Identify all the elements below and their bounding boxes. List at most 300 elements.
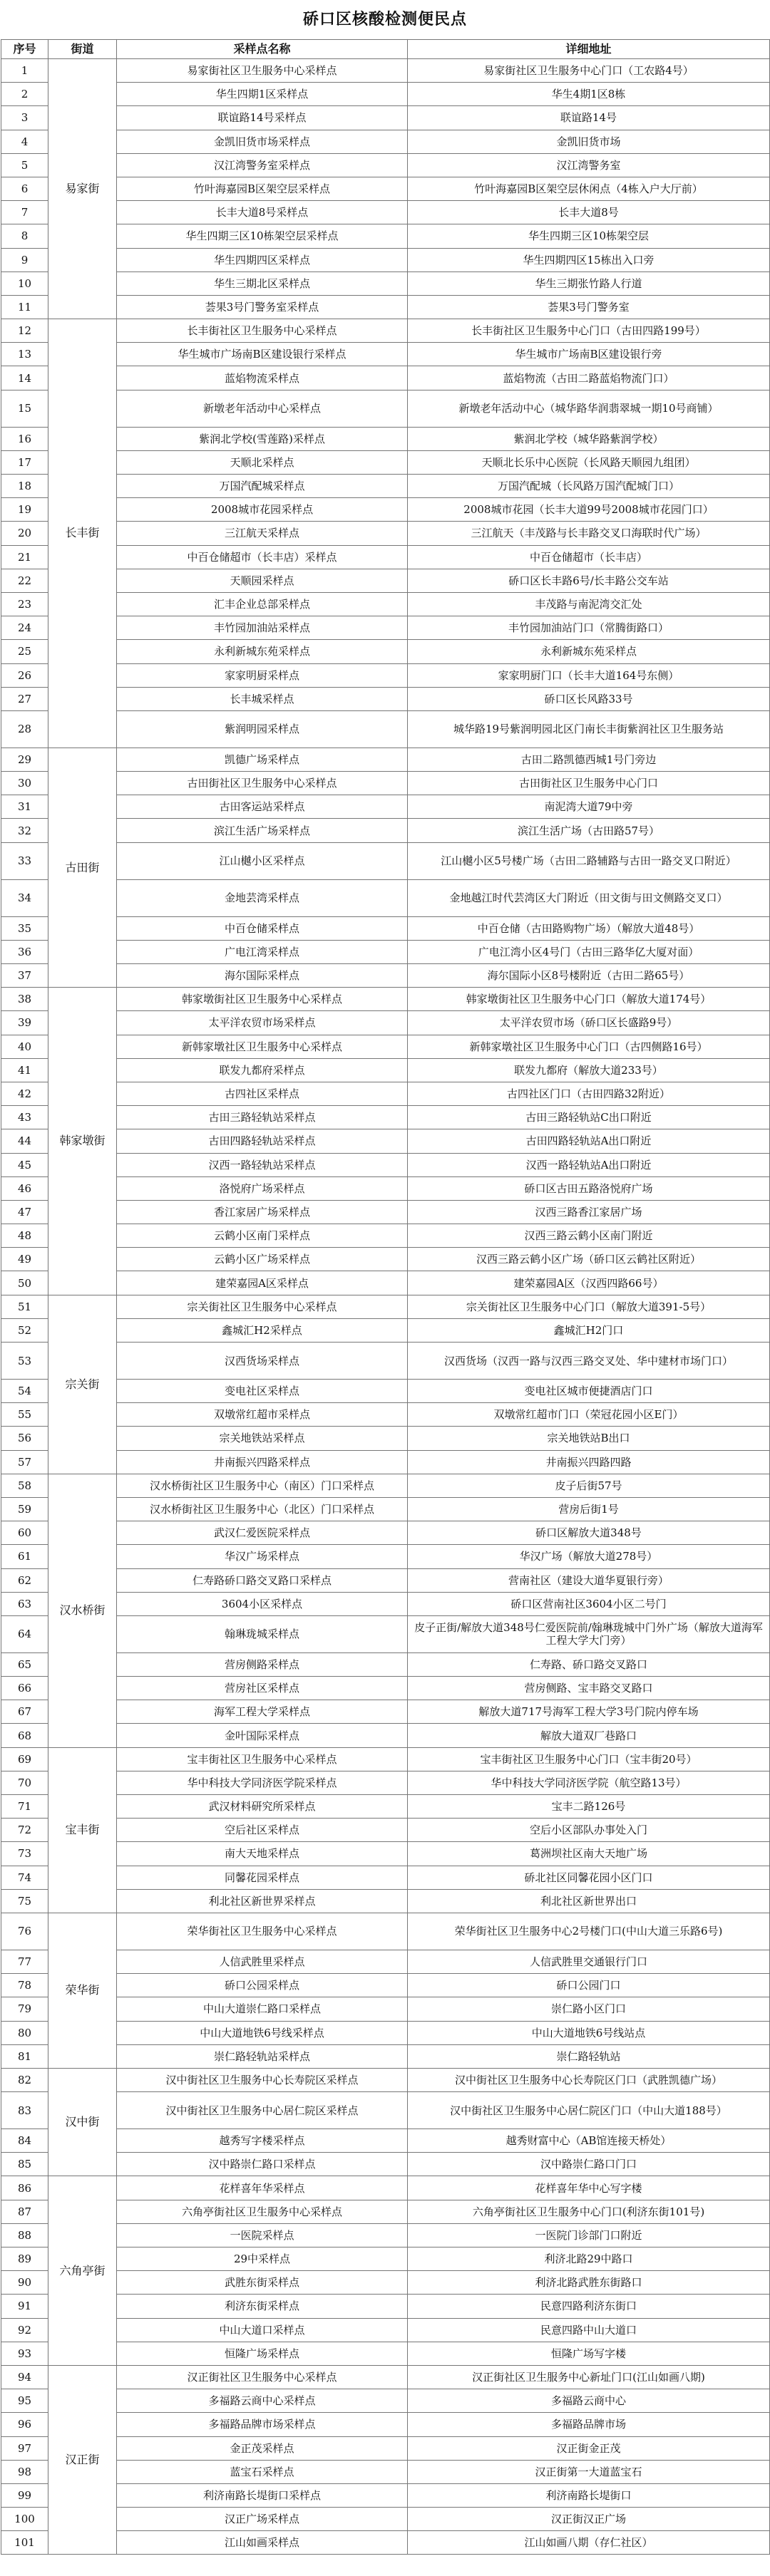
site-name: 丰竹园加油站采样点 — [117, 616, 408, 640]
site-address: 硚口区长风路33号 — [408, 687, 770, 710]
table-row — [1, 130, 770, 153]
row-index: 23 — [1, 592, 48, 616]
row-index: 60 — [1, 1521, 48, 1545]
row-index: 82 — [1, 2068, 48, 2091]
row-index: 25 — [1, 640, 48, 663]
site-name: 武汉材料研究所采样点 — [117, 1795, 408, 1819]
site-address: 联发九都府（解放大道233号） — [408, 1058, 770, 1082]
site-name: 汉正广场采样点 — [117, 2508, 408, 2531]
site-address: 古四社区门口（古田四路32附近） — [408, 1082, 770, 1105]
site-name: 崇仁路轻轨站采样点 — [117, 2044, 408, 2068]
site-name: 云鹤小区广场采样点 — [117, 1248, 408, 1271]
table-row — [1, 1380, 770, 1403]
site-address: 古田街社区卫生服务中心门口 — [408, 772, 770, 795]
table-row — [1, 83, 770, 106]
row-index: 57 — [1, 1450, 48, 1474]
site-address: 井南振兴四路四路 — [408, 1450, 770, 1474]
site-name: 人信武胜里采样点 — [117, 1950, 408, 1973]
site-name: 汉中街社区卫生服务中心居仁院区采样点 — [117, 2092, 408, 2129]
row-index: 88 — [1, 2223, 48, 2247]
table-row — [1, 1866, 770, 1889]
site-name: 金正茂采样点 — [117, 2436, 408, 2460]
table-row — [1, 450, 770, 474]
table-row — [1, 1819, 770, 1842]
row-index: 16 — [1, 427, 48, 450]
site-address: 民意四路利济东街口 — [408, 2295, 770, 2318]
table-row — [1, 427, 770, 450]
row-index: 38 — [1, 988, 48, 1011]
street-name: 荣华街 — [48, 1913, 117, 2068]
site-address: 汉西三路云鹤小区广场（硚口区云鹤社区附近） — [408, 1248, 770, 1271]
site-address: 华生三期张竹路人行道 — [408, 271, 770, 295]
site-name: 广电江湾采样点 — [117, 940, 408, 963]
table-row — [1, 295, 770, 319]
site-address: 紫润北学校（城华路紫润学校） — [408, 427, 770, 450]
table-row — [1, 522, 770, 545]
row-index: 53 — [1, 1343, 48, 1380]
site-name: 营房侧路采样点 — [117, 1652, 408, 1676]
row-index: 70 — [1, 1771, 48, 1794]
site-name: 汉中路崇仁路口采样点 — [117, 2153, 408, 2176]
site-address: 利济北路29中路口 — [408, 2247, 770, 2271]
street-name: 汉正街 — [48, 2365, 117, 2555]
site-address: 解放大道717号海军工程大学3号门院内停车场 — [408, 1700, 770, 1724]
site-address: 硚口区解放大道348号 — [408, 1521, 770, 1545]
table-row — [1, 2295, 770, 2318]
site-name: 井南振兴四路采样点 — [117, 1450, 408, 1474]
site-address: 海尔国际小区8号楼附近（古田二路65号） — [408, 964, 770, 988]
site-name: 古田客运站采样点 — [117, 795, 408, 819]
site-name: 海尔国际采样点 — [117, 964, 408, 988]
site-address: 金凯旧货市场 — [408, 130, 770, 153]
site-address: 汉西货场（汉西一路与汉西三路交叉处、华中建材市场门口） — [408, 1343, 770, 1380]
site-name: 新墩老年活动中心采样点 — [117, 390, 408, 427]
site-address: 崇仁路小区门口 — [408, 1997, 770, 2021]
table-row — [1, 271, 770, 295]
site-name: 蓝焰物流采样点 — [117, 366, 408, 390]
site-name: 华生四期三区10栋架空层采样点 — [117, 224, 408, 248]
row-index: 19 — [1, 498, 48, 522]
street-name: 汉中街 — [48, 2068, 117, 2176]
table-row — [1, 1950, 770, 1973]
street-name: 易家街 — [48, 59, 117, 319]
site-name: 荣华街社区卫生服务中心采样点 — [117, 1913, 408, 1950]
site-address: 蓝焰物流（古田二路蓝焰物流门口） — [408, 366, 770, 390]
site-name: 华生四期四区采样点 — [117, 248, 408, 271]
site-address: 城华路19号紫润明园北区门南长丰街紫润社区卫生服务站 — [408, 710, 770, 748]
site-address: 万国汽配城（长风路万国汽配城门口） — [408, 475, 770, 498]
table-row — [1, 1997, 770, 2021]
site-address: 2008城市花园（长丰大道99号2008城市花园门口） — [408, 498, 770, 522]
row-index: 41 — [1, 1058, 48, 1082]
site-address: 韩家墩街社区卫生服务中心门口（解放大道174号） — [408, 988, 770, 1011]
row-index: 45 — [1, 1153, 48, 1176]
header-row — [1, 40, 770, 59]
site-name: 汉水桥街社区卫生服务中心（南区）门口采样点 — [117, 1474, 408, 1497]
row-index: 95 — [1, 2389, 48, 2413]
row-index: 39 — [1, 1011, 48, 1035]
table-row — [1, 1153, 770, 1176]
street-name: 宗关街 — [48, 1295, 117, 1474]
row-index: 7 — [1, 201, 48, 224]
table-row — [1, 153, 770, 177]
row-index: 56 — [1, 1427, 48, 1450]
street-name: 汉水桥街 — [48, 1474, 117, 1747]
street-name: 宝丰街 — [48, 1747, 117, 1913]
row-index: 24 — [1, 616, 48, 640]
table-row — [1, 663, 770, 687]
site-address: 汉正街第一大道蓝宝石 — [408, 2460, 770, 2483]
row-index: 20 — [1, 522, 48, 545]
row-index: 44 — [1, 1129, 48, 1153]
table-row — [1, 687, 770, 710]
table-row — [1, 819, 770, 842]
row-index: 12 — [1, 319, 48, 343]
site-name: 汇丰企业总部采样点 — [117, 592, 408, 616]
row-index: 55 — [1, 1403, 48, 1427]
row-index: 90 — [1, 2271, 48, 2295]
site-name: 南大天地采样点 — [117, 1842, 408, 1866]
site-name: 花样喜年华采样点 — [117, 2176, 408, 2200]
row-index: 65 — [1, 1652, 48, 1676]
row-index: 15 — [1, 390, 48, 427]
site-name: 中山大道地铁6号线采样点 — [117, 2021, 408, 2044]
site-address: 崇仁路轻轨站 — [408, 2044, 770, 2068]
table-row — [1, 2153, 770, 2176]
table-row — [1, 1747, 770, 1771]
site-address: 硚北社区同馨花园小区门口 — [408, 1866, 770, 1889]
site-address: 荟果3号门警务室 — [408, 295, 770, 319]
site-name: 华生城市广场南B区建设银行采样点 — [117, 343, 408, 366]
row-index: 22 — [1, 569, 48, 592]
table-row — [1, 879, 770, 916]
site-name: 荟果3号门警务室采样点 — [117, 295, 408, 319]
row-index: 81 — [1, 2044, 48, 2068]
site-name: 汉西货场采样点 — [117, 1343, 408, 1380]
row-index: 6 — [1, 177, 48, 200]
table-row — [1, 1271, 770, 1295]
table-row — [1, 2200, 770, 2223]
row-index: 4 — [1, 130, 48, 153]
site-address: 竹叶海嘉园B区架空层休闲点（4栋入户大厅前） — [408, 177, 770, 200]
site-name: 华中科技大学同济医学院采样点 — [117, 1771, 408, 1794]
site-address: 人信武胜里交通银行门口 — [408, 1950, 770, 1973]
site-address: 建荣嘉园A区（汉西四路66号） — [408, 1271, 770, 1295]
table-row — [1, 569, 770, 592]
street-name: 韩家墩街 — [48, 988, 117, 1295]
site-name: 金凯旧货市场采样点 — [117, 130, 408, 153]
table-row — [1, 224, 770, 248]
site-name: 长丰大道8号采样点 — [117, 201, 408, 224]
row-index: 50 — [1, 1271, 48, 1295]
site-address: 中山大道地铁6号线站点 — [408, 2021, 770, 2044]
table-row — [1, 1035, 770, 1058]
row-index: 9 — [1, 248, 48, 271]
site-address: 金地越江时代芸湾区大门附近（田文街与田文侧路交叉口） — [408, 879, 770, 916]
site-address: 家家明厨门口（长丰大道164号东侧） — [408, 663, 770, 687]
site-address: 硚口区营南社区3604小区二号门 — [408, 1592, 770, 1615]
site-address: 硚口公园门口 — [408, 1974, 770, 1997]
site-address: 滨江生活广场（古田路57号） — [408, 819, 770, 842]
site-name: 长丰城采样点 — [117, 687, 408, 710]
site-address: 宗关地铁站B出口 — [408, 1427, 770, 1450]
site-address: 皮子后街57号 — [408, 1474, 770, 1497]
row-index: 36 — [1, 940, 48, 963]
row-index: 51 — [1, 1295, 48, 1318]
site-name: 变电社区采样点 — [117, 1380, 408, 1403]
row-index: 71 — [1, 1795, 48, 1819]
site-address: 汉西三路云鹤小区南门附近 — [408, 1224, 770, 1248]
site-name: 宗关街社区卫生服务中心采样点 — [117, 1295, 408, 1318]
site-address: 宝丰二路126号 — [408, 1795, 770, 1819]
sampling-points-table — [1, 39, 770, 2555]
site-address: 恒隆广场写字楼 — [408, 2342, 770, 2365]
site-name: 武胜东街采样点 — [117, 2271, 408, 2295]
site-address: 华生四期三区10栋架空层 — [408, 224, 770, 248]
site-address: 古田二路凯德西城1号门旁边 — [408, 748, 770, 771]
row-index: 1 — [1, 59, 48, 83]
row-index: 28 — [1, 710, 48, 748]
site-address: 联谊路14号 — [408, 106, 770, 130]
table-row — [1, 343, 770, 366]
site-name: 蓝宝石采样点 — [117, 2460, 408, 2483]
table-row — [1, 2483, 770, 2507]
site-name: 2008城市花园采样点 — [117, 498, 408, 522]
row-index: 75 — [1, 1889, 48, 1913]
site-address: 天顺北长乐中心医院（长风路天顺园九组团） — [408, 450, 770, 474]
table-row — [1, 2271, 770, 2295]
row-index: 67 — [1, 1700, 48, 1724]
site-name: 空后社区采样点 — [117, 1819, 408, 1842]
table-row — [1, 1974, 770, 1997]
table-row — [1, 1058, 770, 1082]
site-address: 一医院门诊部门口附近 — [408, 2223, 770, 2247]
site-address: 汉西一路轻轨站A出口附近 — [408, 1153, 770, 1176]
row-index: 3 — [1, 106, 48, 130]
site-address: 双墩常红超市门口（荣冠花园小区E门） — [408, 1403, 770, 1427]
table-row — [1, 916, 770, 940]
site-address: 宝丰街社区卫生服务中心门口（宝丰街20号） — [408, 1747, 770, 1771]
row-index: 33 — [1, 842, 48, 879]
row-index: 10 — [1, 271, 48, 295]
row-index: 46 — [1, 1176, 48, 1200]
table-row — [1, 2508, 770, 2531]
row-index: 5 — [1, 153, 48, 177]
site-address: 六角亭街社区卫生服务中心门口(利济东街101号) — [408, 2200, 770, 2223]
site-address: 江山樾小区5号楼广场（古田二路辅路与古田一路交叉口附近） — [408, 842, 770, 879]
site-address: 丰茂路与南泥湾交汇处 — [408, 592, 770, 616]
site-name: 六角亭街社区卫生服务中心采样点 — [117, 2200, 408, 2223]
site-address: 汉江湾警务室 — [408, 153, 770, 177]
site-name: 华汉广场采样点 — [117, 1545, 408, 1568]
table-row — [1, 616, 770, 640]
site-address: 葛洲坝社区南大天地广场 — [408, 1842, 770, 1866]
site-address: 汉正街金正茂 — [408, 2436, 770, 2460]
row-index: 78 — [1, 1974, 48, 1997]
site-address: 汉正街汉正广场 — [408, 2508, 770, 2531]
site-address: 长丰街社区卫生服务中心门口（古田四路199号） — [408, 319, 770, 343]
header-address: 详细地址 — [408, 40, 770, 59]
site-name: 营房社区采样点 — [117, 1677, 408, 1700]
site-name: 仁寿路硚口路交叉路口采样点 — [117, 1568, 408, 1592]
row-index: 96 — [1, 2413, 48, 2436]
site-name: 紫润明园采样点 — [117, 710, 408, 748]
row-index: 26 — [1, 663, 48, 687]
table-row — [1, 710, 770, 748]
site-name: 宗关地铁站采样点 — [117, 1427, 408, 1450]
table-row — [1, 1497, 770, 1521]
row-index: 11 — [1, 295, 48, 319]
site-name: 凯德广场采样点 — [117, 748, 408, 771]
table-row — [1, 1318, 770, 1342]
site-address: 华汉广场（解放大道278号） — [408, 1545, 770, 1568]
site-name: 中百仓储超市（长丰店）采样点 — [117, 545, 408, 569]
table-row — [1, 2389, 770, 2413]
row-index: 72 — [1, 1819, 48, 1842]
table-row — [1, 177, 770, 200]
site-name: 古田四路轻轨站采样点 — [117, 1129, 408, 1153]
page-title: 硚口区核酸检测便民点 — [302, 10, 467, 29]
site-address: 鑫城汇H2门口 — [408, 1318, 770, 1342]
row-index: 30 — [1, 772, 48, 795]
site-name: 中百仓储采样点 — [117, 916, 408, 940]
row-index: 84 — [1, 2129, 48, 2153]
table-row — [1, 2436, 770, 2460]
site-name: 香江家居广场采样点 — [117, 1200, 408, 1224]
site-address: 多福路云商中心 — [408, 2389, 770, 2413]
site-name: 联谊路14号采样点 — [117, 106, 408, 130]
site-name: 江山樾小区采样点 — [117, 842, 408, 879]
street-name: 古田街 — [48, 748, 117, 987]
site-address: 新墩老年活动中心（城华路华润翡翠城一期10号商铺） — [408, 390, 770, 427]
table-row — [1, 1889, 770, 1913]
site-address: 宗关街社区卫生服务中心门口（解放大道391-5号） — [408, 1295, 770, 1318]
table-row — [1, 2092, 770, 2129]
row-index: 42 — [1, 1082, 48, 1105]
site-address: 荣华街社区卫生服务中心2号楼门口(中山大道三乐路6号) — [408, 1913, 770, 1950]
table-row — [1, 319, 770, 343]
site-name: 家家明厨采样点 — [117, 663, 408, 687]
site-address: 多福路品牌市场 — [408, 2413, 770, 2436]
site-address: 永利新城东苑采样点 — [408, 640, 770, 663]
site-name: 汉中街社区卫生服务中心长寿院区采样点 — [117, 2068, 408, 2091]
table-row — [1, 2247, 770, 2271]
row-index: 35 — [1, 916, 48, 940]
row-index: 100 — [1, 2508, 48, 2531]
row-index: 64 — [1, 1615, 48, 1652]
row-index: 86 — [1, 2176, 48, 2200]
site-name: 易家街社区卫生服务中心采样点 — [117, 59, 408, 83]
site-name: 双墩常红超市采样点 — [117, 1403, 408, 1427]
row-index: 17 — [1, 450, 48, 474]
table-row — [1, 2068, 770, 2091]
site-address: 民意四路中山大道口 — [408, 2318, 770, 2342]
site-name: 3604小区采样点 — [117, 1592, 408, 1615]
site-address: 汉正街社区卫生服务中心新址门口(江山如画八期) — [408, 2365, 770, 2389]
row-index: 21 — [1, 545, 48, 569]
site-name: 滨江生活广场采样点 — [117, 819, 408, 842]
row-index: 32 — [1, 819, 48, 842]
row-index: 49 — [1, 1248, 48, 1271]
table-row — [1, 1521, 770, 1545]
table-row — [1, 201, 770, 224]
site-address: 华生四期四区15栋出入口旁 — [408, 248, 770, 271]
table-row — [1, 390, 770, 427]
table-row — [1, 1200, 770, 1224]
row-index: 58 — [1, 1474, 48, 1497]
site-name: 利济南路长堤街口采样点 — [117, 2483, 408, 2507]
row-index: 2 — [1, 83, 48, 106]
site-name: 海军工程大学采样点 — [117, 1700, 408, 1724]
row-index: 37 — [1, 964, 48, 988]
site-name: 韩家墩街社区卫生服务中心采样点 — [117, 988, 408, 1011]
site-name: 新韩家墩社区卫生服务中心采样点 — [117, 1035, 408, 1058]
site-address: 利济南路长堤街口 — [408, 2483, 770, 2507]
site-name: 天顺园采样点 — [117, 569, 408, 592]
site-address: 皮子正街/解放大道348号仁爱医院前/翰琳珑城中门外广场（解放大道海军工程大学大门旁） — [408, 1615, 770, 1652]
table-row — [1, 59, 770, 83]
row-index: 76 — [1, 1913, 48, 1950]
row-index: 69 — [1, 1747, 48, 1771]
site-address: 花样喜年华中心写字楼 — [408, 2176, 770, 2200]
street-name: 长丰街 — [48, 319, 117, 748]
row-index: 93 — [1, 2342, 48, 2365]
site-name: 硚口公园采样点 — [117, 1974, 408, 1997]
row-index: 74 — [1, 1866, 48, 1889]
row-index: 68 — [1, 1724, 48, 1747]
site-address: 江山如画八期（存仁社区） — [408, 2531, 770, 2555]
site-address: 新韩家墩社区卫生服务中心门口（古四侧路16号） — [408, 1035, 770, 1058]
site-address: 南泥湾大道79中旁 — [408, 795, 770, 819]
table-row — [1, 772, 770, 795]
row-index: 34 — [1, 879, 48, 916]
table-row — [1, 248, 770, 271]
site-name: 翰琳珑城采样点 — [117, 1615, 408, 1652]
table-row — [1, 1724, 770, 1747]
site-name: 利北社区新世界采样点 — [117, 1889, 408, 1913]
site-name: 多福路云商中心采样点 — [117, 2389, 408, 2413]
site-name: 江山如画采样点 — [117, 2531, 408, 2555]
table-row — [1, 2223, 770, 2247]
site-name: 古田街社区卫生服务中心采样点 — [117, 772, 408, 795]
row-index: 43 — [1, 1106, 48, 1129]
street-name: 六角亭街 — [48, 2176, 117, 2366]
site-name: 云鹤小区南门采样点 — [117, 1224, 408, 1248]
table-row — [1, 1176, 770, 1200]
row-index: 18 — [1, 475, 48, 498]
row-index: 85 — [1, 2153, 48, 2176]
table-row — [1, 1474, 770, 1497]
row-index: 98 — [1, 2460, 48, 2483]
table-row — [1, 1795, 770, 1819]
table-row — [1, 2342, 770, 2365]
table-row — [1, 2044, 770, 2068]
table-body — [1, 59, 770, 2555]
site-name: 宝丰街社区卫生服务中心采样点 — [117, 1747, 408, 1771]
site-address: 变电社区城市便捷酒店门口 — [408, 1380, 770, 1403]
site-name: 古四社区采样点 — [117, 1082, 408, 1105]
row-index: 52 — [1, 1318, 48, 1342]
table-row — [1, 1545, 770, 1568]
site-name: 华生三期北区采样点 — [117, 271, 408, 295]
table-row — [1, 964, 770, 988]
site-name: 金叶国际采样点 — [117, 1724, 408, 1747]
table-row — [1, 1403, 770, 1427]
header-street: 街道 — [48, 40, 117, 59]
table-row — [1, 1842, 770, 1866]
row-index: 54 — [1, 1380, 48, 1403]
site-address: 空后小区部队办事处入门 — [408, 1819, 770, 1842]
